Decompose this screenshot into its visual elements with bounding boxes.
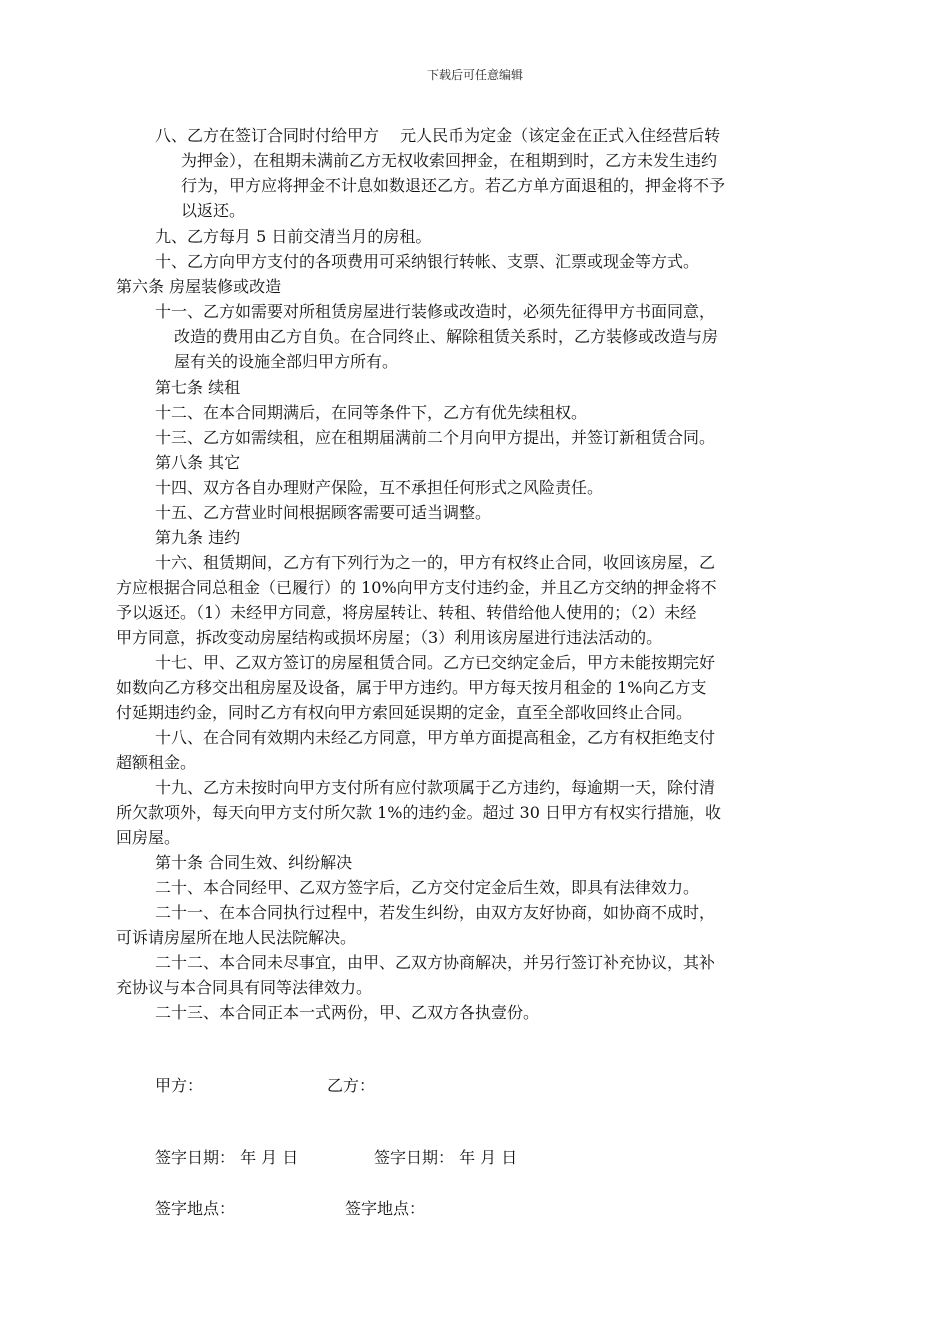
party-a-sign-date: 签字日期： 年 月 日: [155, 1148, 299, 1167]
section-heading: 第九条 违约: [155, 528, 241, 547]
body-line: 甲方同意，拆改变动房屋结构或损坏房屋；（3）利用该房屋进行违法活动的。: [116, 628, 663, 647]
body-line: 十、乙方向甲方支付的各项费用可采纳银行转帐、支票、汇票或现金等方式。: [155, 252, 700, 271]
body-line: 二十三、本合同正本一式两份，甲、乙双方各执壹份。: [155, 1003, 540, 1022]
body-line: 方应根据合同总租金（已履行）的 10%向甲方支付违约金，并且乙方交纳的押金将不: [116, 578, 717, 597]
body-line: 十六、租赁期间，乙方有下列行为之一的，甲方有权终止合同，收回该房屋，乙: [155, 553, 716, 572]
body-line: 可诉请房屋所在地人民法院解决。: [116, 928, 357, 947]
body-line: 十七、甲、乙双方签订的房屋租赁合同。乙方已交纳定金后，甲方未能按期完好: [155, 653, 716, 672]
section-heading: 第八条 其它: [155, 453, 241, 472]
body-line: 二十二、本合同未尽事宜，由甲、乙双方协商解决，并另行签订补充协议，其补: [155, 953, 716, 972]
body-line: 十四、双方各自办理财产保险，互不承担任何形式之风险责任。: [155, 478, 604, 497]
body-line: 屋有关的设施全部归甲方所有。: [174, 352, 399, 371]
body-line: 十五、乙方营业时间根据顾客需要可适当调整。: [155, 503, 492, 522]
party-b-label: 乙方：: [327, 1076, 376, 1095]
section-heading: 第六条 房屋装修或改造: [116, 277, 282, 296]
body-line: 为押金），在租期未满前乙方无权收索回押金，在租期到时，乙方未发生违约: [181, 151, 718, 170]
body-line: 十九、乙方未按时向甲方支付所有应付款项属于乙方违约，每逾期一天，除付清: [155, 778, 716, 797]
body-line: 八、乙方在签订合同时付给甲方 元人民币为定金（该定金在正式入住经营后转: [155, 126, 721, 145]
party-a-sign-place: 签字地点：: [155, 1199, 236, 1218]
body-line: 十八、在合同有效期内未经乙方同意，甲方单方面提高租金，乙方有权拒绝支付: [155, 728, 716, 747]
body-line: 付延期违约金，同时乙方有权向甲方索回延误期的定金，直至全部收回终止合同。: [116, 703, 693, 722]
body-line: 超额租金。: [116, 753, 197, 772]
body-line: 所欠款项外，每天向甲方支付所欠款 1%的违约金。超过 30 日甲方有权实行措施，收: [116, 803, 722, 822]
page-header: 下载后可任意编辑: [426, 68, 523, 82]
body-line: 行为，甲方应将押金不计息如数退还乙方。若乙方单方面退租的，押金将不予: [181, 176, 726, 195]
body-line: 改造的费用由乙方自负。在合同终止、解除租赁关系时，乙方装修或改造与房: [174, 327, 719, 346]
body-line: 二十、本合同经甲、乙双方签字后，乙方交付定金后生效，即具有法律效力。: [155, 878, 700, 897]
body-line: 十二、在本合同期满后，在同等条件下，乙方有优先续租权。: [155, 403, 588, 422]
party-b-sign-place: 签字地点：: [345, 1199, 426, 1218]
section-heading: 第十条 合同生效、纠纷解决: [155, 853, 353, 872]
body-line: 十三、乙方如需续租，应在租期届满前二个月向甲方提出，并签订新租赁合同。: [155, 428, 716, 447]
body-line: 如数向乙方移交出租房屋及设备，属于甲方违约。甲方每天按月租金的 1%向乙方支: [116, 678, 707, 697]
body-line: 二十一、在本合同执行过程中，若发生纠纷，由双方友好协商，如协商不成时，: [155, 903, 716, 922]
party-a-label: 甲方：: [155, 1076, 204, 1095]
body-line: 九、乙方每月 5 日前交清当月的房租。: [155, 227, 432, 246]
body-line: 回房屋。: [116, 828, 181, 847]
section-heading: 第七条 续租: [155, 378, 241, 397]
body-line: 予以返还。（1）未经甲方同意，将房屋转让、转租、转借给他人使用的；（2）未经: [116, 603, 697, 622]
party-b-sign-date: 签字日期： 年 月 日: [374, 1148, 518, 1167]
body-line: 十一、乙方如需要对所租赁房屋进行装修或改造时，必须先征得甲方书面同意，: [155, 302, 716, 321]
body-line: 以返还。: [181, 201, 246, 220]
body-line: 充协议与本合同具有同等法律效力。: [116, 978, 373, 997]
